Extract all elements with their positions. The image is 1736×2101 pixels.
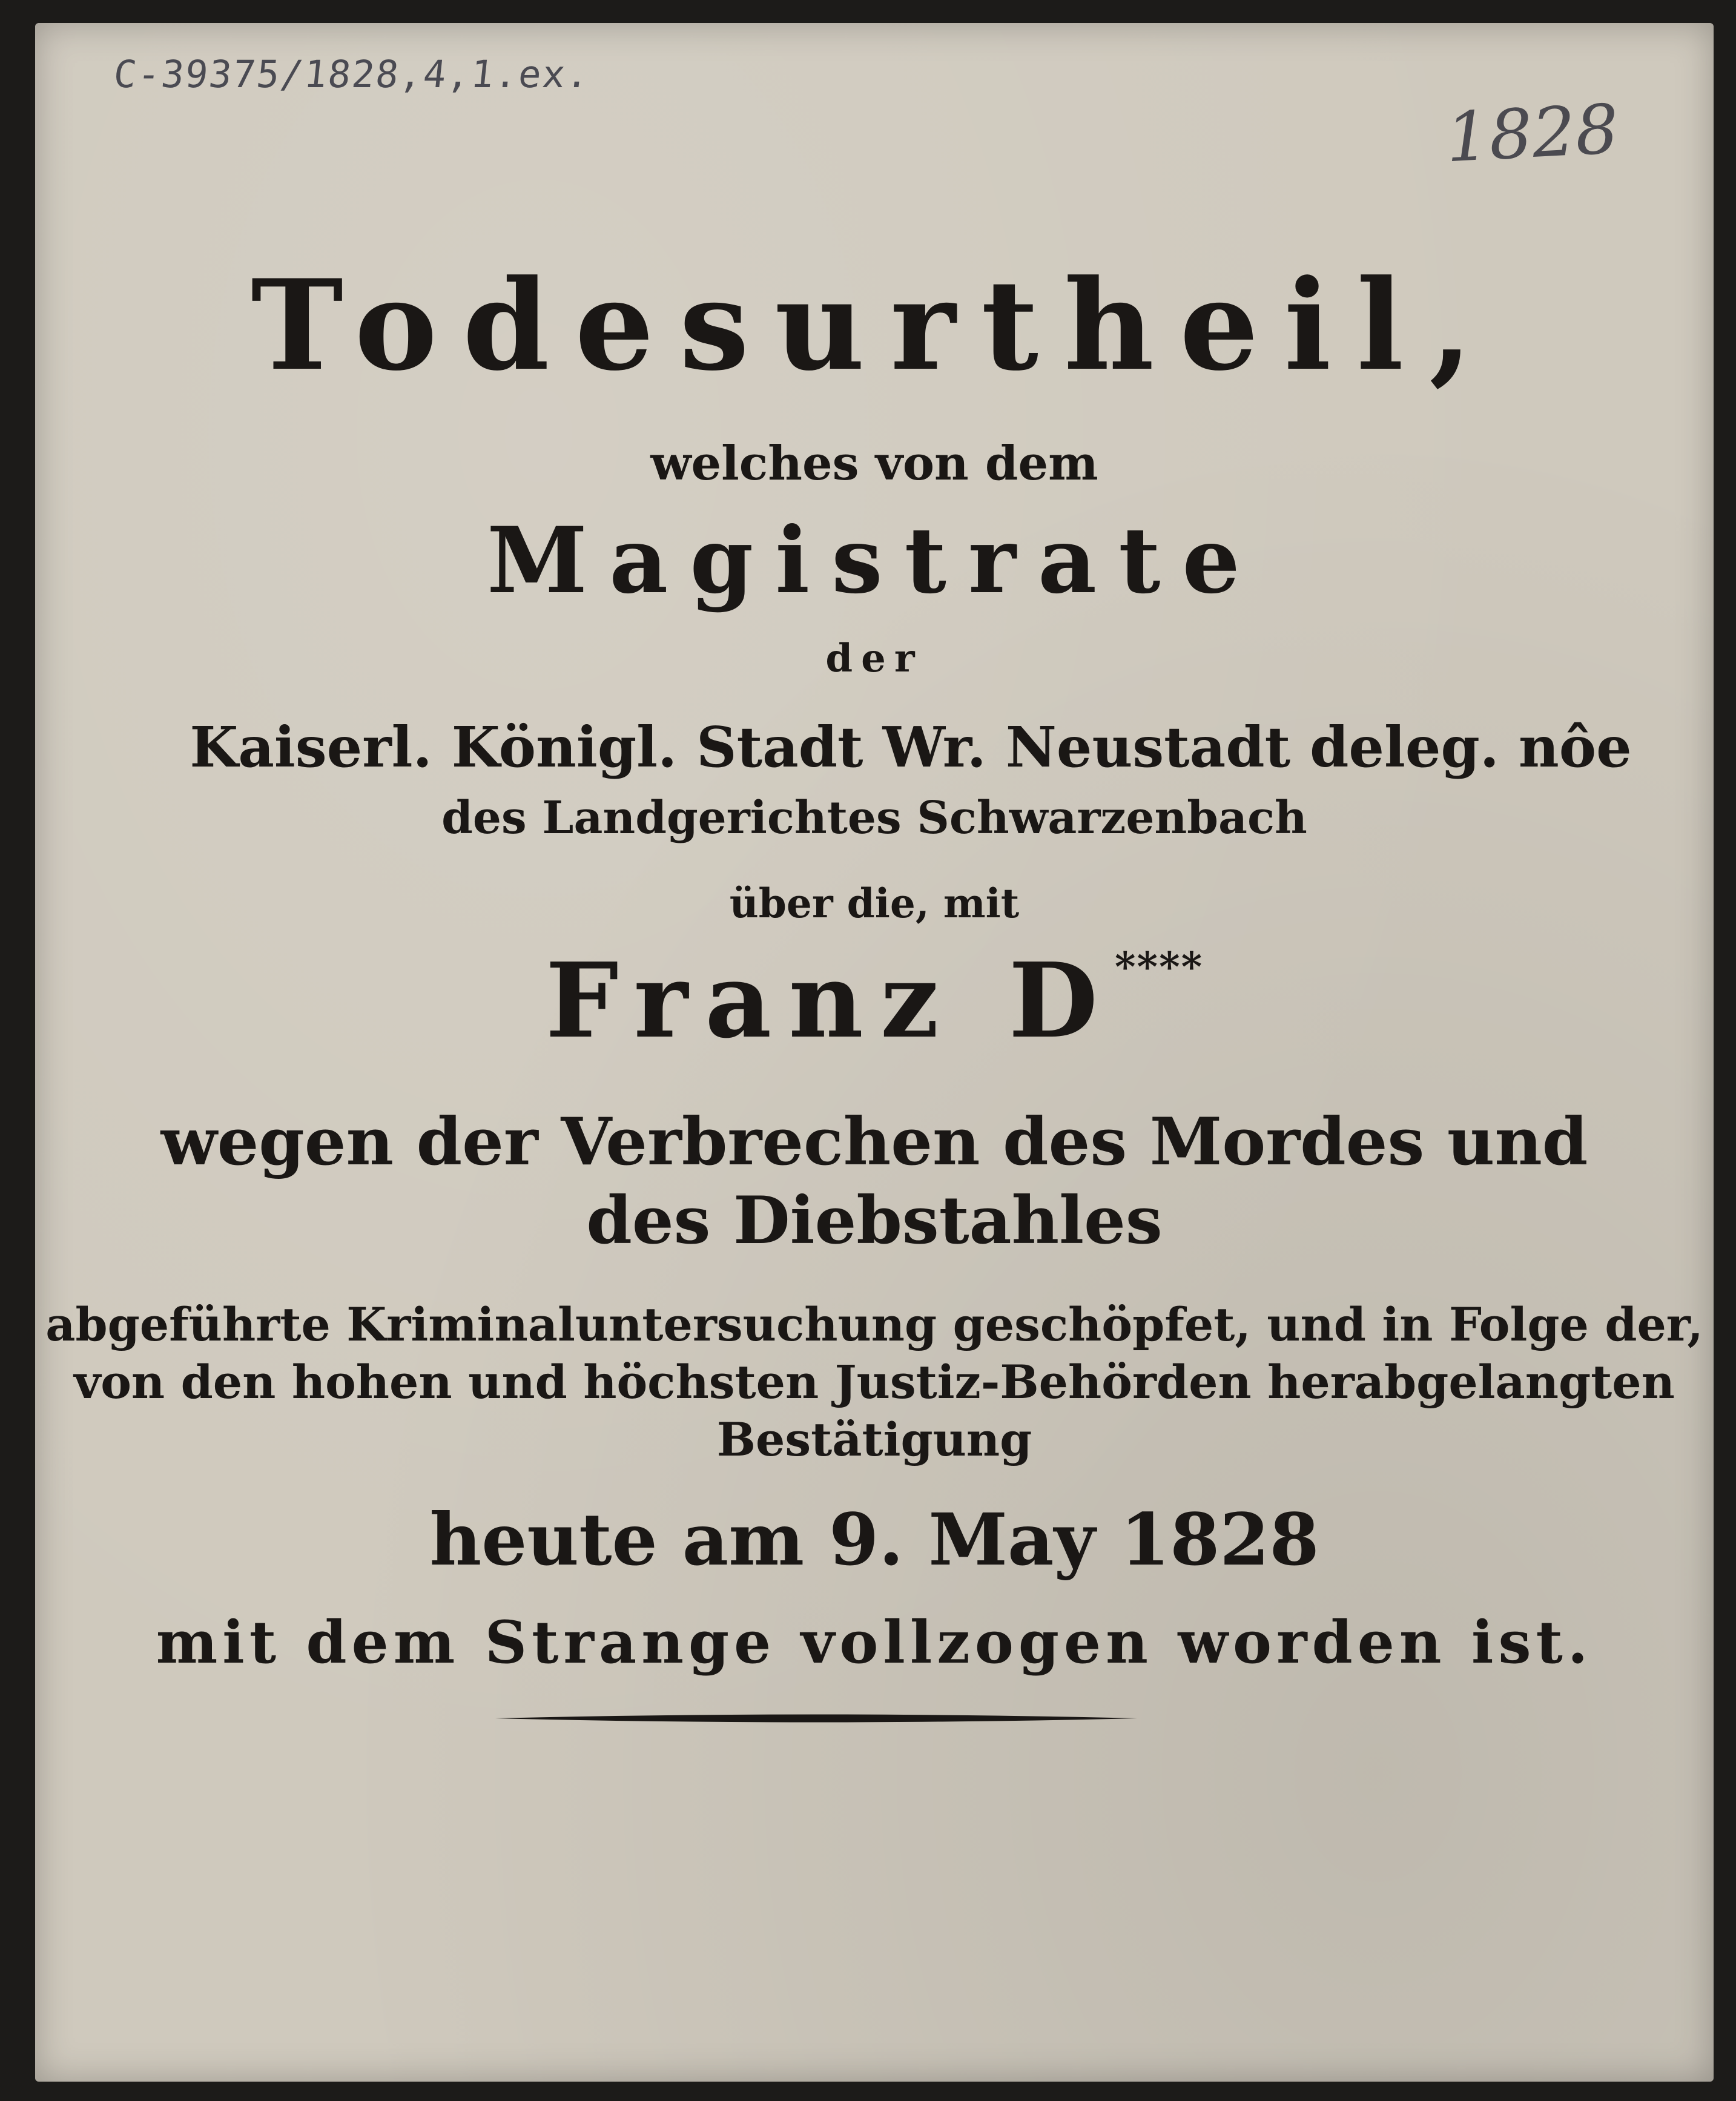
document-sheet: [35, 23, 1714, 2082]
defendant-name-text: Franz D: [545, 940, 1115, 1061]
intro-line: welches von dem: [650, 436, 1098, 491]
der-line: der: [825, 636, 923, 681]
city-line: Kaiserl. Königl. Stadt Wr. Neustadt deleg. nôe: [190, 714, 1632, 780]
archive-number-annotation: C-39375/1828,4,1.ex.: [111, 52, 593, 96]
court-line: des Landgerichtes Schwarzenbach: [441, 792, 1307, 844]
defendant-name-asterisks: ****: [1115, 943, 1204, 991]
execution-statement: mit dem Strange vollzogen worden ist.: [156, 1608, 1593, 1677]
crimes-line-1: wegen der Verbrechen des Mordes und: [160, 1104, 1588, 1180]
magistrate-heading: Magistrate: [487, 507, 1262, 614]
uber-line: über die, mit: [729, 880, 1020, 927]
handwritten-year-annotation: 1828: [1444, 90, 1621, 178]
crimes-line-2: des Diebstahles: [586, 1182, 1163, 1259]
body-line-1: abgeführte Kriminaluntersuchung geschöpfet, und in Folge der,: [45, 1298, 1703, 1351]
defendant-name: [35, 940, 1714, 1061]
body-line-3: Bestätigung: [716, 1413, 1032, 1466]
document-title: Todesurtheil,: [251, 253, 1498, 398]
body-line-2: von den hohen und höchsten Justiz-Behörden herabgelangten: [74, 1355, 1675, 1409]
decorative-rule: [495, 1709, 1137, 1727]
execution-date: heute am 9. May 1828: [429, 1497, 1319, 1582]
